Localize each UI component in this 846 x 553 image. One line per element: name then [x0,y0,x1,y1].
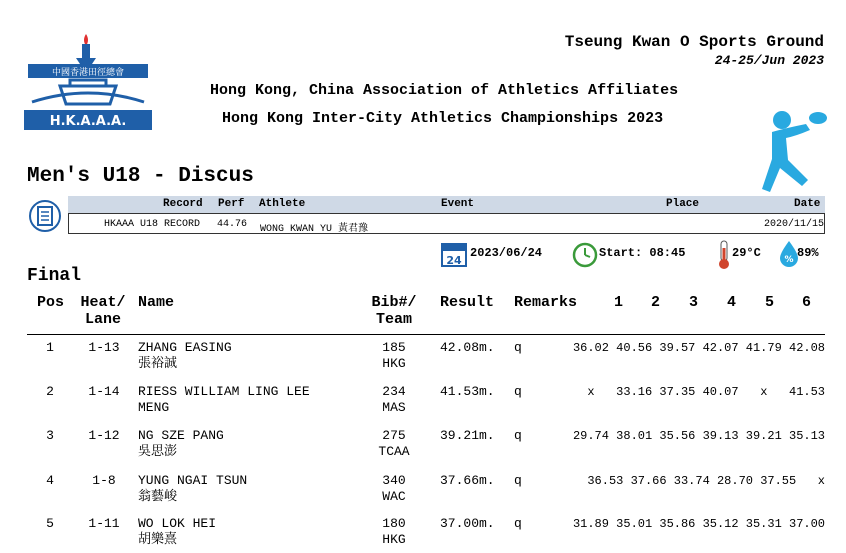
record-perf: 44.76 [217,219,248,230]
svg-text:H.K.A.A.A.: H.K.A.A.A. [49,114,127,129]
table-row [0,384,846,420]
row-attempts: 36.02 40.56 39.57 42.07 41.79 42.08 [572,341,825,355]
col-lane-label: Lane [84,311,121,328]
row-name-secondary: 胡樂熹 [138,532,178,547]
record-type: HKAAA U18 RECORD [104,219,201,230]
record-col-perf: Perf [218,198,245,210]
svg-text:24: 24 [446,254,462,267]
row-pos: 4 [46,473,54,488]
row-attempts: 36.53 37.66 33.74 28.70 37.55 x [587,474,825,488]
row-result: 42.08m. [440,340,495,355]
row-bib: 180 [382,516,406,531]
humidity: 89% [797,246,819,260]
temperature: 29°C [732,246,761,260]
row-result: 37.66m. [440,473,495,488]
col-bib-team [364,294,424,328]
row-bib: 340 [382,473,406,488]
row-team: WAC [382,489,406,504]
row-heat: 1-8 [92,473,116,488]
record-col-date: Date [794,198,821,210]
record-col-record: Record [163,198,203,210]
col-heat-lane [78,294,128,328]
table-row [0,473,846,509]
col-pos: Pos [37,294,65,311]
calendar-icon [441,241,467,267]
row-pos: 5 [46,516,54,531]
col-attempt-2: 2 [651,294,661,311]
col-bib-label: Bib#/ [371,294,417,311]
row-result: 39.21m. [440,428,495,443]
row-bib: 185 [382,340,406,355]
organization-title: Hong Kong, China Association of Athletics Affiliates [210,82,679,99]
col-attempt-3: 3 [689,294,699,311]
row-name-secondary: 翁藝峻 [138,489,178,504]
row-name: YUNG NGAI TSUN [138,473,248,488]
row-result: 41.53m. [440,384,495,399]
svg-text:中國香港田徑總會: 中國香港田徑總會 [51,68,125,78]
clock-icon [572,242,598,268]
record-col-athlete: Athlete [259,198,306,210]
venue: Tseung Kwan O Sports Ground [564,33,824,51]
row-team: HKG [382,532,406,547]
row-heat: 1-13 [88,340,120,355]
competition-date: 2023/06/24 [470,246,543,260]
row-pos: 1 [46,340,54,355]
record-date: 2020/11/15 [763,219,824,230]
table-row [0,428,846,464]
col-team-label: Team [375,311,412,328]
row-remark: q [514,428,522,443]
event-dates: 24-25/Jun 2023 [714,53,824,68]
row-pos: 2 [46,384,54,399]
table-row [0,516,846,552]
row-name-secondary: MENG [138,400,170,415]
row-heat: 1-11 [88,516,120,531]
record-info-icon [28,199,62,233]
row-attempts: 31.89 35.01 35.86 35.12 35.31 37.00 [572,517,825,531]
row-name-secondary: 吳思澎 [138,444,178,459]
row-bib: 275 [382,428,406,443]
round-label: Final [27,266,82,286]
col-attempt-1: 1 [614,294,624,311]
svg-text:%: % [784,255,794,265]
championship-title: Hong Kong Inter-City Athletics Championships 2023 [222,110,664,127]
row-team: HKG [382,356,406,371]
discus-pictogram-icon [758,108,828,194]
row-team: TCAA [378,444,410,459]
col-name: Name [138,294,175,311]
row-remark: q [514,473,522,488]
table-row [0,340,846,376]
col-heat-label: Heat/ [80,294,126,311]
event-title: Men's U18 - Discus [27,165,254,188]
row-team: MAS [382,400,406,415]
record-athlete: WONG KWAN YU 黃君豫 [260,224,369,235]
row-attempts: x 33.16 37.35 40.07 x 41.53 [587,385,825,399]
row-result: 37.00m. [440,516,495,531]
row-name: NG SZE PANG [138,428,224,443]
row-remark: q [514,516,522,531]
row-attempts: 29.74 38.01 35.56 39.13 39.21 35.13 [572,429,825,443]
record-col-place: Place [666,198,700,210]
row-name: RIESS WILLIAM LING LEE [138,384,310,399]
row-bib: 234 [382,384,406,399]
col-result: Result [440,294,495,311]
thermometer-icon [717,240,731,270]
col-remarks: Remarks [514,294,578,311]
col-attempt-5: 5 [765,294,775,311]
row-name-secondary: 張裕誠 [138,356,178,371]
col-attempt-6: 6 [802,294,812,311]
record-col-event: Event [441,198,475,210]
header-divider [27,334,825,335]
row-name: ZHANG EASING [138,340,232,355]
row-heat: 1-14 [88,384,120,399]
start-time: Start: 08:45 [599,246,686,260]
hkaaa-logo [20,30,156,134]
row-heat: 1-12 [88,428,120,443]
row-remark: q [514,340,522,355]
row-name: WO LOK HEI [138,516,217,531]
row-pos: 3 [46,428,54,443]
col-attempt-4: 4 [727,294,737,311]
row-remark: q [514,384,522,399]
